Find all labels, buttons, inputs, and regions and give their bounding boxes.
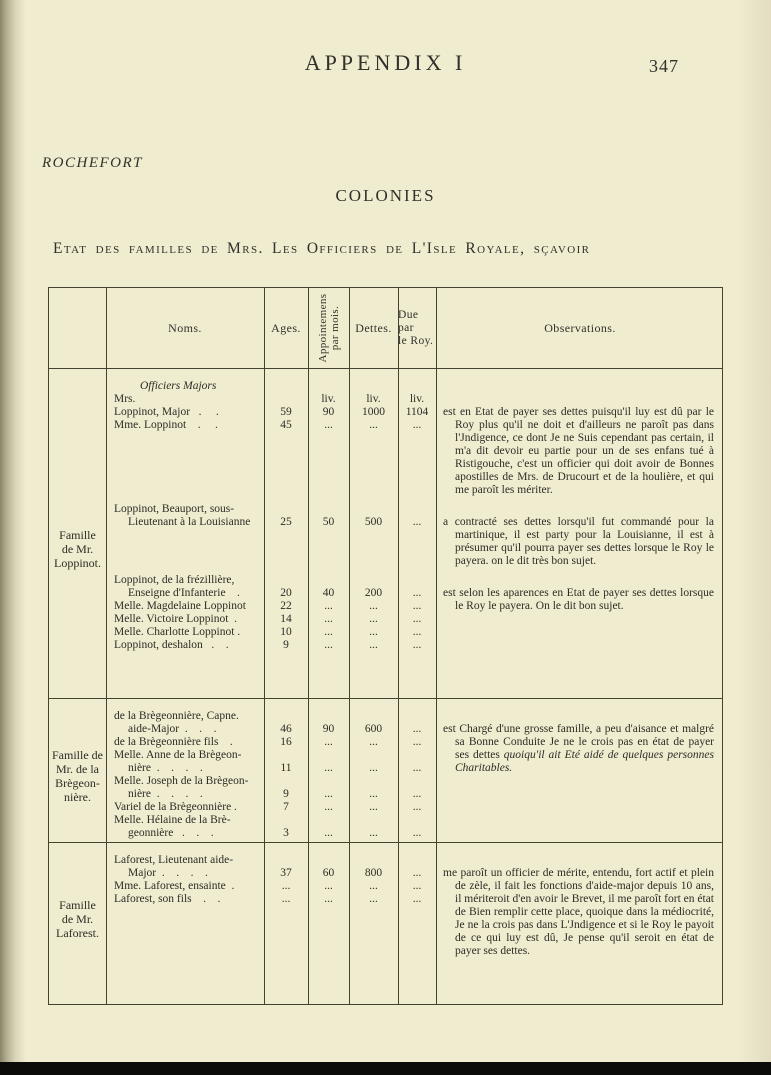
dettes-value: ... [369,613,378,625]
due-value [398,710,436,723]
ages-column [264,503,308,568]
ages-value: 20 [280,587,292,599]
dettes-value [349,380,398,393]
appointemens-column [308,854,349,958]
table-header-ages: Ages. [271,320,301,335]
dettes-value: ... [369,639,378,651]
dettes-value: ... [369,600,378,612]
appointemens-column [308,710,349,840]
due-value [398,814,436,827]
family-label-line: nière. [64,790,91,804]
dettes-value [349,775,398,788]
ages-value: 3 [283,827,289,839]
appointemens-column [308,503,349,568]
ages-value: 45 [280,419,292,431]
table-header-observations: Observations. [544,320,616,335]
app-value [308,380,349,393]
due-value [398,775,436,788]
due-value: ... [412,587,422,599]
ages-value [264,380,308,393]
app-value [308,503,349,516]
table-vertical-rule [436,288,437,1004]
due-value: ... [412,639,422,651]
entry-groups [106,698,724,842]
observation-text [443,587,714,613]
app-value: ... [324,736,333,748]
noms-line: Officiers Majors [140,380,217,392]
noms-line: Loppinot, deshalon . . [114,639,229,651]
noms-line: Enseigne d'Infanterie . [128,587,240,599]
app-value: ... [324,639,333,651]
app-value: ... [324,762,333,774]
app-value: 40 [322,587,335,599]
ages-value: 46 [280,723,292,735]
dettes-value: 800 [364,867,383,879]
dettes-value: 600 [364,723,383,735]
dettes-value [349,710,398,723]
table-vertical-rule [398,288,399,1004]
noms-line: aide-Major . . . [128,723,217,735]
noms-line: Laforest, Lieutenant aide- [114,854,234,866]
due-par-le-roy-column [398,574,436,652]
ages-value: 9 [283,639,289,651]
noms-line: Loppinot, de la frézillière, [114,574,235,586]
dettes-value [349,749,398,762]
table-horizontal-rule [49,368,722,369]
ages-value [264,393,308,406]
observations-column [436,380,724,497]
family-label-line: Brègeon- [55,776,100,790]
family-label [49,698,106,842]
family-label-line: Laforest. [56,926,99,940]
noms-line: Mrs. [114,393,136,405]
due-value: ... [412,893,422,905]
noms-line: de la Brègeonnière, Capne. [114,710,239,722]
table-header-appointemens [308,288,349,368]
due-value: ... [412,626,422,638]
table-horizontal-rule [49,842,722,843]
ages-value: 9 [283,788,289,800]
due-value: liv. [409,393,425,405]
table-header-noms: Noms. [168,320,202,335]
noms-line: de la Brègeonnière fils . [114,736,233,748]
app-value [308,574,349,587]
app-value [308,814,349,827]
dettes-value: 500 [364,516,383,528]
ages-value [264,854,308,867]
family-label [49,842,106,1006]
due-par-le-roy-column [398,380,436,497]
due-value: ... [412,613,422,625]
app-value: 60 [322,867,335,879]
dettes-value: 1000 [362,406,385,418]
observation-text [443,406,714,497]
family-label-line: Famille [59,528,96,542]
family-label-line: Loppinot. [54,556,101,570]
family-section [49,368,722,698]
app-value: liv. [321,393,336,405]
due-value: ... [412,736,422,748]
dettes-value: ... [369,880,378,892]
dettes-value [349,854,398,867]
dettes-value: ... [369,762,378,774]
location-heading: ROCHEFORT [42,155,143,171]
ages-value [264,814,308,827]
noms-line: Melle. Joseph de la Brègeon- [114,775,249,787]
family-label-line: Famille [59,898,96,912]
noms-line: nière . . . . [128,762,203,774]
ages-value [264,574,308,587]
due-value: ... [412,880,422,892]
ages-value: 14 [280,613,292,625]
ages-value: 16 [280,736,292,748]
table-vertical-rule [308,288,309,1004]
ages-column [264,710,308,840]
noms-column [106,380,264,497]
due-value [398,749,436,762]
app-value: ... [324,880,333,892]
app-value: 90 [322,406,335,418]
observations-column [436,503,724,568]
rotated-header-text: Appointemens par mois. [316,293,341,363]
entry-groups [106,368,724,698]
dettes-value [349,574,398,587]
app-value: 50 [322,516,335,528]
noms-line: Lieutenant à la Louisianne [128,516,251,528]
observation-run: a contracté ses dettes lorsqu'il fut commandé pour la martinique, il est party pour la Louisianne, il est à présumer qu'il pourra payer ses dettes lorsque le Roy le payera. on le dit très bon sujet. [443,516,714,567]
observation-run: est Chargé d'une grosse famille, a peu d'aisance et malgré sa Bonne Conduite Je ne le crois pas en état de payer ses dettes [443,723,714,761]
dettes-value [349,814,398,827]
dettes-column [349,574,398,652]
noms-line: Mme. Laforest, ensainte . [114,880,235,892]
table-header-dettes: Dettes. [355,320,392,335]
scan-bottom-edge [0,1062,771,1075]
page-number: 347 [649,56,679,76]
table-header-row [49,288,722,368]
app-value: ... [324,801,333,813]
due-par-le-roy-column [398,710,436,840]
noms-column [106,503,264,568]
app-value: ... [324,827,333,839]
book-binding-shadow [0,0,26,1075]
entry-group [106,380,724,497]
noms-line: Loppinot, Major . . [114,406,219,418]
table-horizontal-rule [49,698,722,699]
app-value: ... [324,600,333,612]
table-header-family [49,288,106,368]
dettes-value: ... [369,801,378,813]
dettes-column [349,710,398,840]
officers-families-table [48,287,723,1005]
family-label [49,368,106,698]
due-value: ... [412,600,422,612]
noms-line: Major . . . . [128,867,208,879]
family-label-line: de Mr. [61,912,94,926]
ages-value: ... [281,893,291,905]
ages-column [264,380,308,497]
due-value: ... [412,762,422,774]
table-vertical-rule [349,288,350,1004]
entry-group [106,503,724,568]
observation-text [443,867,714,958]
app-value: ... [324,788,333,800]
noms-line: Melle. Magdelaine Loppinot [114,600,246,612]
app-value [308,775,349,788]
dettes-value [349,503,398,516]
observations-column [436,574,724,652]
ages-value: 22 [280,600,292,612]
due-value: 1104 [405,406,429,418]
noms-line: Melle. Victoire Loppinot . [114,613,238,625]
due-value: ... [412,827,422,839]
ages-value: 59 [280,406,292,418]
due-par-le-roy-column [398,854,436,958]
app-value: ... [324,626,333,638]
noms-column [106,710,264,840]
ages-value [264,749,308,762]
appendix-title: APPENDIX I [304,50,467,75]
family-label-line: de Mr. [61,542,94,556]
dettes-value: ... [369,788,378,800]
ages-column [264,854,308,958]
due-value [398,380,436,393]
app-value [308,854,349,867]
noms-line: Melle. Anne de la Brègeon- [114,749,242,761]
dettes-value: ... [369,736,378,748]
family-label-line: Famille de [52,748,103,762]
dettes-value: ... [369,626,378,638]
entry-group [106,710,724,840]
ages-value [264,775,308,788]
due-value: ... [412,723,422,735]
table-body [49,368,722,1006]
ages-value: 25 [280,516,292,528]
appointemens-column [308,574,349,652]
appointemens-column [308,380,349,497]
ages-value [264,503,308,516]
table-subtitle: Etat des familles de Mrs. Les Officiers de L'Isle Royale, sçavoir [53,240,591,257]
app-value: ... [324,613,333,625]
dettes-column [349,503,398,568]
dettes-value: 200 [364,587,383,599]
observation-run: me paroît un officier de mérite, entendu, fort actif et plein de zèle, il fait les fonctions d'aide-major depuis 10 ans, il mériteroit d'en avoir le Brevet, il me paroît fort en état de Bien remplir cette place, quoique dans la médiocrité, Je ne la crois pas dans L'Jndigence et si le Roy le payoit de ce qui luy est dû, Je pense qu'il seroit en état de payer ses dettes. [443,867,714,957]
dettes-value: liv. [366,393,381,405]
due-value: ... [412,419,422,431]
noms-line: Variel de la Brègeonnière . [114,801,237,813]
dettes-value: ... [369,827,378,839]
dettes-value: ... [369,419,378,431]
observations-column [436,854,724,958]
entry-group [106,574,724,652]
noms-line: Melle. Charlotte Loppinot . [114,626,241,638]
ages-value: 7 [283,801,289,813]
due-value: ... [412,516,422,528]
family-section [49,698,722,842]
due-value [398,854,436,867]
entry-groups [106,842,724,1006]
app-value: ... [324,893,333,905]
ages-value: 10 [280,626,292,638]
observations-column [436,710,724,840]
table-vertical-rule [106,288,107,1004]
dettes-column [349,380,398,497]
noms-line: geonnière . . . [128,827,214,839]
noms-column [106,574,264,652]
ages-value: 11 [280,762,292,774]
due-value: ... [412,867,422,879]
noms-line: Mme. Loppinot . . [114,419,218,431]
ages-value: 37 [280,867,292,879]
noms-line: nière . . . . [128,788,203,800]
noms-column [106,854,264,958]
dettes-column [349,854,398,958]
app-value: 90 [322,723,335,735]
due-par-le-roy-column [398,503,436,568]
noms-line: Melle. Hélaine de la Brè- [114,814,231,826]
ages-value [264,710,308,723]
noms-line: Loppinot, Beauport, sous- [114,503,235,515]
app-value: ... [324,419,333,431]
dettes-value: ... [369,893,378,905]
observation-text [443,516,714,568]
page-right-shade [737,0,771,1075]
due-value [398,574,436,587]
app-value [308,749,349,762]
app-value [308,710,349,723]
family-section [49,842,722,1006]
due-value: ... [412,788,422,800]
family-label-line: Mr. de la [56,762,99,776]
table-vertical-rule [264,288,265,1004]
observation-run: quoiqu'il ait Eté aidé de quelques personnes Charitables. [455,749,714,774]
table-header-due-par-le-roy: Due par le Roy. [398,308,434,347]
ages-value: ... [281,880,291,892]
observation-run: est selon les aparences en Etat de payer ses dettes lorsque le Roy le payera. On le dit bon sujet. [443,587,714,612]
entry-group [106,854,724,958]
observation-text [443,723,714,775]
noms-line: Laforest, son fils . . [114,893,221,905]
due-value [398,503,436,516]
colonies-heading: COLONIES [335,186,436,205]
due-value: ... [412,801,422,813]
observation-run: est en Etat de payer ses dettes puisqu'il luy est dû par le Roy plus qu'il ne doit et d'ailleurs ne paroît pas dans l'Jndigence, ce dont Je ne Suis cependant pas certain, il m'a dit devoir eu partie pour un de ses enfans tué à Ristigouche, c'est un officier qui doit avoir de Bonnes apostilles de Mrs. de Drucourt et de la houlière, et qui me paroît les mériter. [443,406,714,496]
ages-column [264,574,308,652]
